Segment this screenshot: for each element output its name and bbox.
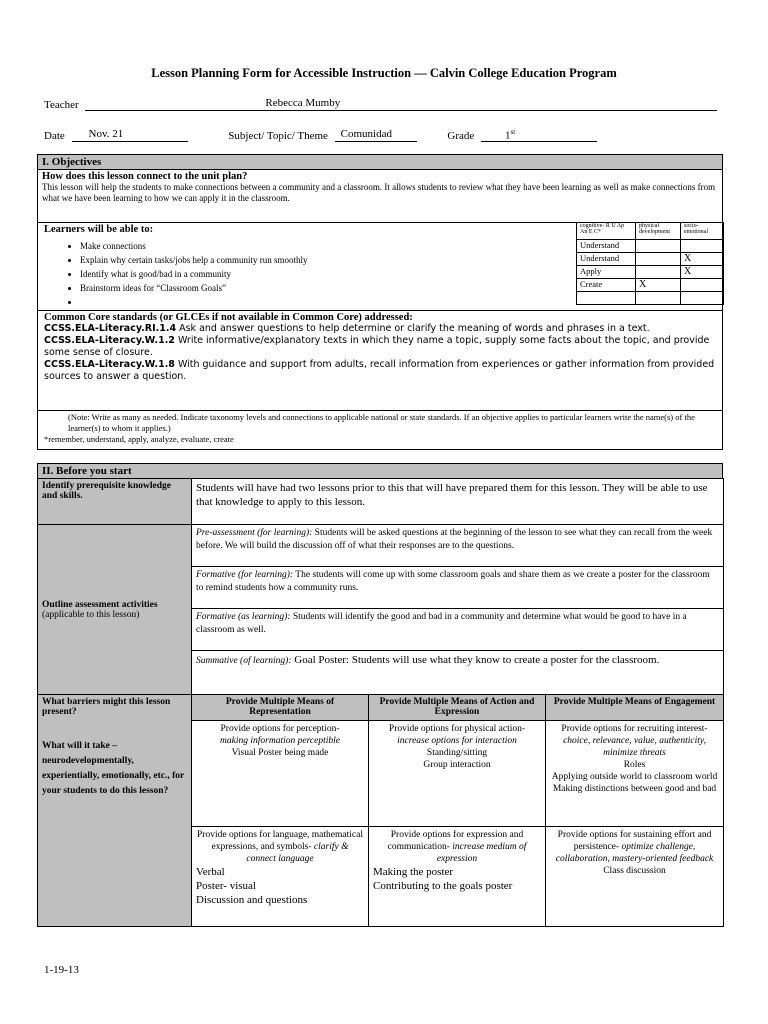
- tax-cell[interactable]: X: [681, 253, 724, 266]
- learners-label: Learners will be able to:: [44, 224, 154, 235]
- teacher-label: Teacher: [44, 99, 79, 111]
- summative[interactable]: Summative (of learning): Goal Poster: Students will use what they know to create a poster for the classroom.: [192, 651, 724, 695]
- list-item[interactable]: • Brainstorm ideas for “Classroom Goals”: [80, 281, 600, 295]
- grade-label: Grade: [447, 130, 475, 142]
- tax-cell[interactable]: [636, 292, 681, 305]
- udl-engage-interest[interactable]: Provide options for recruiting interest-choice, relevance, value, authenticity, minimize threats Roles Applying outside world to classroom world Making distinctions between good and bad: [546, 721, 724, 827]
- barriers-label: What barriers might this lesson present?: [42, 697, 171, 717]
- teacher-field[interactable]: [85, 97, 717, 111]
- grade-value: 1st: [505, 128, 516, 142]
- tax-cell[interactable]: [636, 266, 681, 279]
- tax-header-cognitive: cognitive- R U Ap An E C*: [577, 223, 636, 240]
- before-header-box: [37, 463, 723, 479]
- prereq-label: Identify prerequisite knowledge and skills.: [38, 479, 192, 525]
- list-item[interactable]: [80, 295, 600, 309]
- tax-cell[interactable]: [681, 292, 724, 305]
- udl-header-representation: Provide Multiple Means of Representation: [192, 695, 369, 721]
- list-item[interactable]: • Explain why certain tasks/jobs help a community run smoothly: [80, 253, 600, 267]
- learners-section: [38, 223, 722, 311]
- learners-list: [38, 239, 600, 309]
- tax-cell[interactable]: Create: [577, 279, 636, 292]
- date-value: Nov. 21: [88, 128, 124, 140]
- tax-cell[interactable]: [577, 292, 636, 305]
- objectives-note: [38, 410, 722, 451]
- connect-question: How does this lesson connect to the unit plan?: [42, 171, 248, 182]
- standards-label: Common Core standards (or GLCEs if not available in Common Core) addressed:: [44, 312, 413, 323]
- tax-header-socio: socio-emotional: [681, 223, 724, 240]
- list-item[interactable]: • Make connections: [80, 239, 600, 253]
- note-text: (Note: Write as many as needed. Indicate taxonomy levels and connections to applicable national or state standards. If an objective applies to particular learners write the name(s) of the learner(s) to whom it applies.): [68, 412, 695, 433]
- note-taxonomy: *remember, understand, apply, analyze, evaluate, create: [44, 434, 234, 444]
- objectives-header: I. Objectives: [38, 155, 722, 170]
- prereq-text[interactable]: Students will have had two lessons prior to this that will have prepared them for this lesson. They will be able to use that knowledge to apply to this lesson.: [192, 479, 724, 525]
- objectives-section: [37, 154, 723, 450]
- udl-rep-language[interactable]: Provide options for language, mathematical expressions, and symbols- clarify & connect language Verbal Poster- visual Discussion and questions: [192, 827, 369, 927]
- tax-cell[interactable]: [636, 253, 681, 266]
- subject-value: Comunidad: [340, 128, 392, 140]
- tax-cell[interactable]: [636, 240, 681, 253]
- standard-item[interactable]: CCSS.ELA-Literacy.W.1.2 Write informative/explanatory texts in which they name a topic, supply some facts about the topic, and provide some sense of closure.: [44, 335, 710, 358]
- date-field[interactable]: [72, 128, 188, 142]
- udl-engage-effort[interactable]: Provide options for sustaining effort and persistence- optimize challenge, collaboration, mastery-oriented feedback Class discussion: [546, 827, 724, 927]
- form-title: Lesson Planning Form for Accessible Instruction — Calvin College Education Program: [151, 66, 617, 80]
- tax-cell[interactable]: Understand: [577, 240, 636, 253]
- standard-item[interactable]: CCSS.ELA-Literacy.W.1.8 With guidance and support from adults, recall information from experiences or gather information from provided sources to answer a question.: [44, 359, 715, 382]
- subject-label: Subject/ Topic/ Theme: [228, 130, 328, 142]
- takes-label: What will it take – neurodevelopmentally, experientially, emotionally, etc., for your students to do this lesson?: [42, 741, 185, 796]
- connect-answer[interactable]: This lesson will help the students to make connections between a community and a classroom. It allows students to review what they have been learning as well as make connections from what we have been learning to how we can apply it in the classroom.: [42, 182, 716, 203]
- udl-header-engagement: Provide Multiple Means of Engagement: [546, 695, 724, 721]
- udl-header-action: Provide Multiple Means of Action and Expression: [369, 695, 546, 721]
- barriers-cell: [38, 695, 192, 927]
- tax-cell[interactable]: [681, 279, 724, 292]
- before-table: [37, 478, 724, 927]
- unit-connection: [38, 170, 722, 223]
- udl-action-physical[interactable]: Provide options for physical action- increase options for interaction Standing/sitting Group interaction: [369, 721, 546, 827]
- subject-field[interactable]: [335, 128, 417, 142]
- date-line: [44, 128, 597, 142]
- date-label: Date: [44, 130, 65, 142]
- standards-section: [38, 311, 722, 413]
- list-item[interactable]: • Identify what is good/bad in a community: [80, 267, 600, 281]
- tax-cell[interactable]: X: [681, 266, 724, 279]
- assessment-label-cell: [38, 525, 192, 695]
- before-header: II. Before you start: [38, 464, 722, 478]
- formative-for[interactable]: Formative (for learning): The students will come up with some classroom goals and share them as we create a poster for the classroom to remind students how a community runs.: [192, 567, 724, 609]
- pre-assessment[interactable]: Pre-assessment (for learning): Students will be asked questions at the beginning of the lesson to see what they can recall from the week before. We will build the discussion off of what their responses are to the questions.: [192, 525, 724, 567]
- assessment-label: Outline assessment activities: [42, 599, 158, 610]
- udl-action-expression[interactable]: Provide options for expression and communication- increase medium of expression Making the poster Contributing to the goals poster: [369, 827, 546, 927]
- teacher-value: Rebecca Mumby: [265, 97, 341, 109]
- teacher-line: [44, 97, 717, 111]
- tax-header-physical: physical development: [636, 223, 681, 240]
- standard-item[interactable]: CCSS.ELA-Literacy.RI.1.4 Ask and answer questions to help determine or clarify the meaning of words and phrases in a text.: [44, 323, 650, 334]
- taxonomy-table: [576, 222, 724, 305]
- assessment-sub: (applicable to this lesson): [42, 609, 140, 620]
- udl-rep-perception[interactable]: Provide options for perception- making information perceptible Visual Poster being made: [192, 721, 369, 827]
- formative-as[interactable]: Formative (as learning): Students will identify the good and bad in a community and determine what would be good to have in a classroom as well.: [192, 609, 724, 651]
- tax-cell[interactable]: [681, 240, 724, 253]
- tax-cell[interactable]: Understand: [577, 253, 636, 266]
- tax-cell[interactable]: Apply: [577, 266, 636, 279]
- footer-date: 1-19-13: [44, 964, 79, 976]
- tax-cell[interactable]: X: [636, 279, 681, 292]
- grade-field[interactable]: [481, 128, 597, 142]
